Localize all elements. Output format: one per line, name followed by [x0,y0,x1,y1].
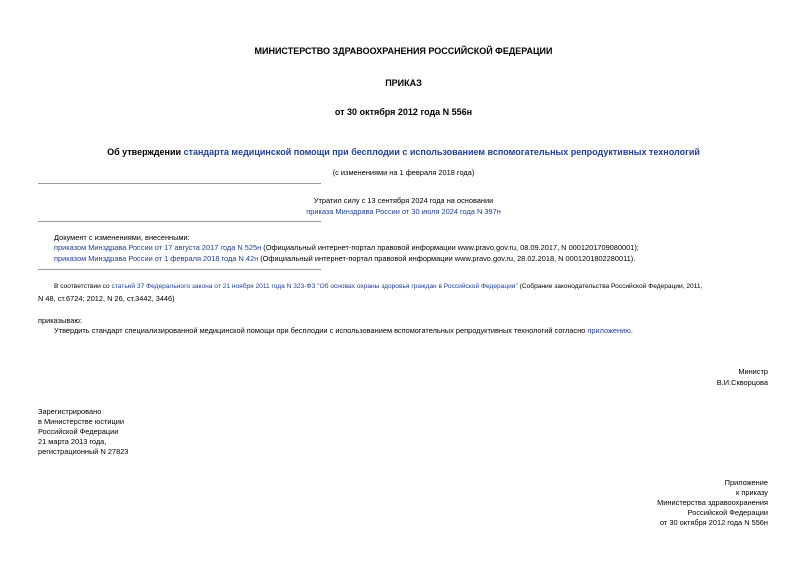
registration-line: Российской Федерации [38,427,119,436]
doc-type-heading: ПРИКАЗ [385,78,422,88]
title-prefix: Об утверждении [107,147,184,157]
basis-line-2: N 48, ст.6724; 2012, N 26, ст.3442, 3446) [38,294,175,303]
amendment-item [54,243,639,252]
registration-line: регистрационный N 27823 [38,447,129,456]
document-title [0,147,807,157]
order-paragraph [54,326,633,335]
amendment-source: (Официальный интернет-портал правовой информации www.pravo.gov.ru, 28.02.2018, N 0001201802280011). [258,254,636,263]
registration-line: в Министерстве юстиции [38,417,125,426]
appendix-line: Приложение [724,478,768,487]
legal-basis-paragraph [54,283,702,290]
order-end: . [630,326,633,335]
divider [38,269,321,270]
registration-line: Зарегистрировано [38,407,102,416]
amendment-item [54,254,635,263]
amendment-link[interactable]: приказом Минздрава России от 17 августа 2017 года N 525н [54,243,262,252]
expired-notice: Утратил силу с 13 сентября 2024 года на основании [313,196,494,205]
federal-law-link[interactable]: статьей 37 Федерального закона от 21 ноября 2011 года N 323-ФЗ "Об основах охраны здоровья граждан в Российской Федерации" [111,283,518,290]
signature-role: Министр [738,367,768,376]
basis-suffix: (Собрание законодательства Российской Федерации, 2011, [517,283,703,290]
order-keyword: приказываю: [38,316,82,325]
appendix-link[interactable]: приложению [587,326,631,335]
revision-note: (с изменениями на 1 февраля 2018 года) [332,168,475,177]
ministry-heading: МИНИСТЕРСТВО ЗДРАВООХРАНЕНИЯ РОССИЙСКОЙ ФЕДЕРАЦИИ [254,46,553,56]
appendix-line: к приказу [736,488,768,497]
order-text: Утвердить стандарт специализированной медицинской помощи при бесплодии с использованием вспомогательных репродуктивных технологий согласно [54,326,588,335]
divider [38,183,321,184]
appendix-line: от 30 октября 2012 года N 556н [659,518,768,527]
amendment-source: (Официальный интернет-портал правовой информации www.pravo.gov.ru, 08.09.2017, N 0001201709080001); [261,243,639,252]
expired-order-link[interactable]: приказа Минздрава России от 30 июля 2024 года N 397н [306,207,501,216]
signature-name: В.И.Скворцова [716,378,768,387]
appendix-line: Министерства здравоохранения [657,498,768,507]
basis-prefix: В соответствии со [54,283,112,290]
appendix-line: Российской Федерации [687,508,768,517]
divider [38,221,321,222]
doc-date-heading: от 30 октября 2012 года N 556н [334,107,473,117]
title-standard-link[interactable]: стандарта медицинской помощи при бесплодии с использованием вспомогательных репродуктивных технологий [183,147,700,157]
amendments-heading: Документ с изменениями, внесенными: [54,233,190,242]
registration-line: 21 марта 2013 года, [38,437,107,446]
amendment-link[interactable]: приказом Минздрава России от 1 февраля 2018 года N 42н [54,254,259,263]
